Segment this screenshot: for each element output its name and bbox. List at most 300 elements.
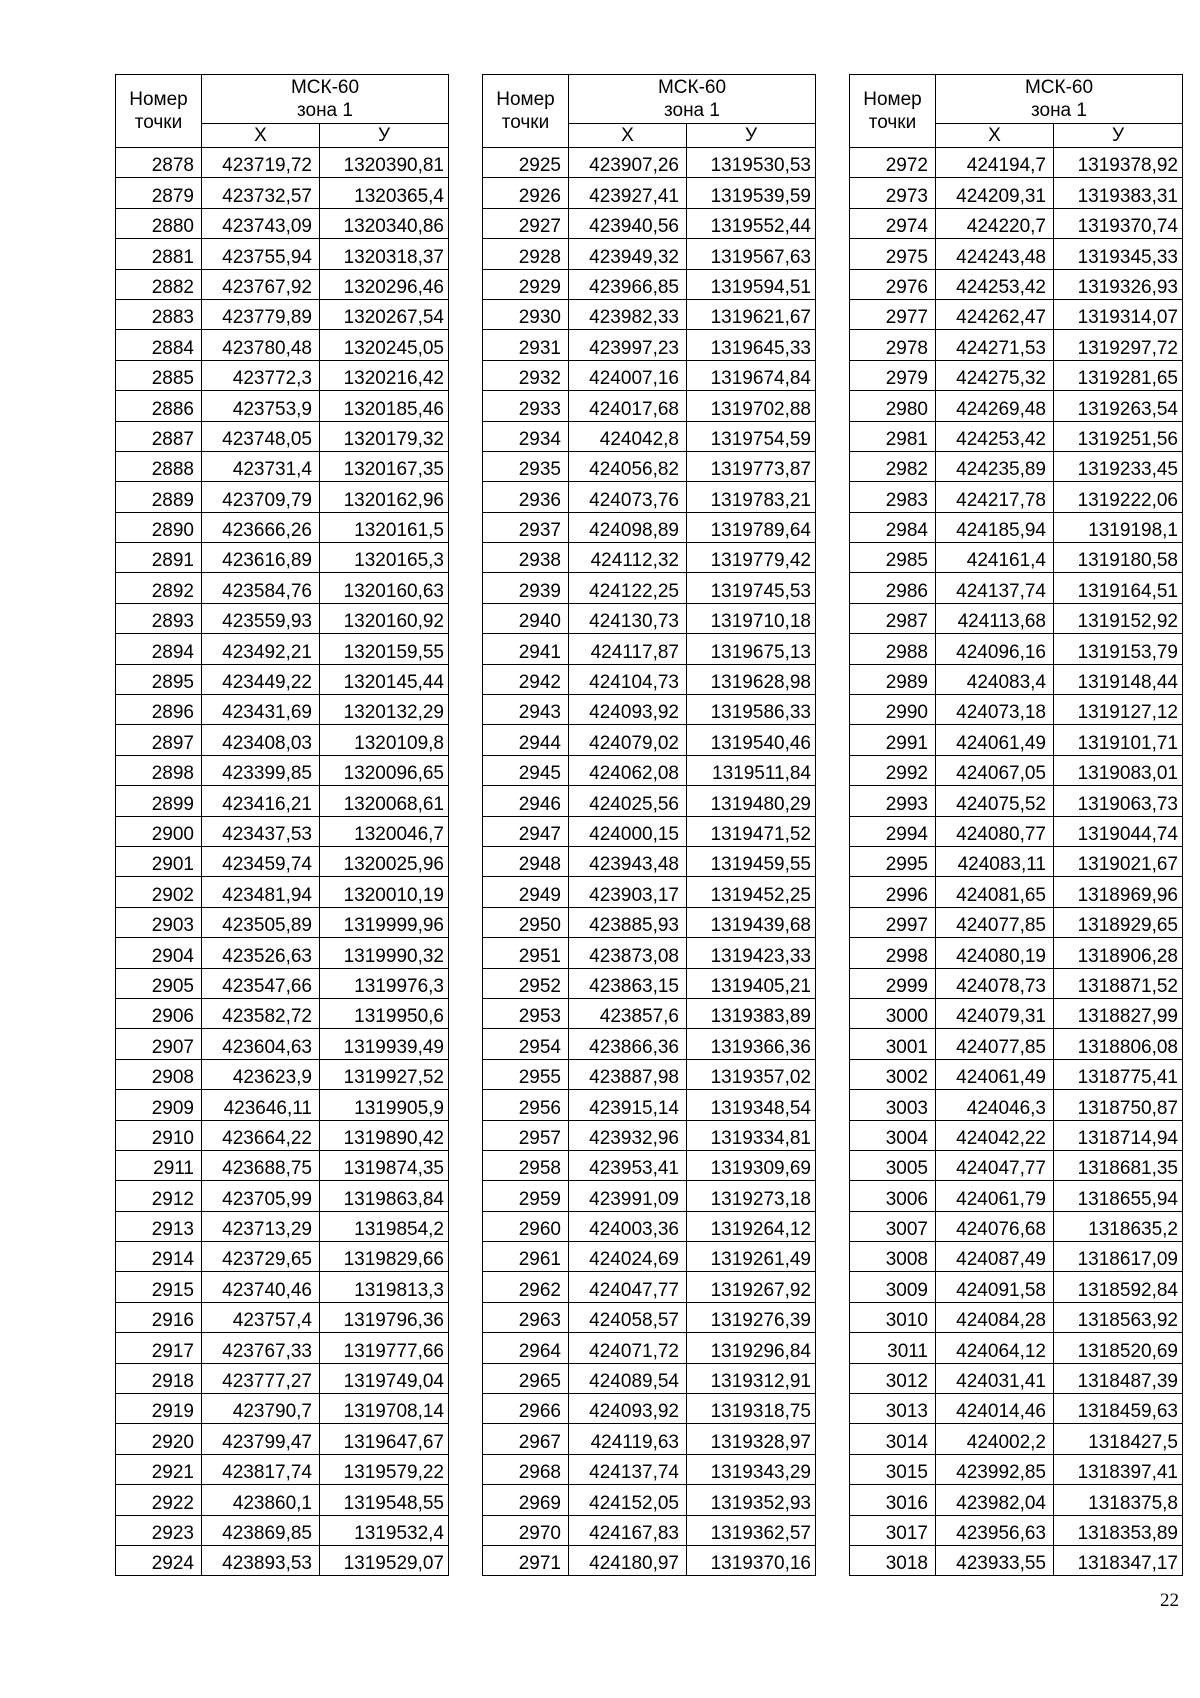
- y-coordinate-cell: 1319276,39: [687, 1302, 816, 1332]
- x-coordinate-cell: 423616,89: [202, 543, 320, 573]
- point-number-cell: 3013: [850, 1394, 936, 1424]
- x-coordinate-cell: 423399,85: [202, 755, 320, 785]
- y-coordinate-cell: 1318714,94: [1054, 1120, 1183, 1150]
- table-row: [850, 1120, 1183, 1150]
- x-coordinate-cell: 424087,49: [936, 1242, 1054, 1272]
- table-row: [483, 1363, 816, 1393]
- y-coordinate-cell: 1319789,64: [687, 512, 816, 542]
- table-row: [850, 846, 1183, 876]
- point-number-cell: 2904: [116, 938, 202, 968]
- x-coordinate-cell: 423799,47: [202, 1424, 320, 1454]
- point-number-cell: 2953: [483, 998, 569, 1028]
- point-number-cell: 2997: [850, 907, 936, 937]
- x-coordinate-cell: 424089,54: [569, 1363, 687, 1393]
- point-number-label-1: Номер: [496, 89, 555, 110]
- y-coordinate-cell: 1319594,51: [687, 269, 816, 299]
- y-coordinate-cell: 1318375,8: [1054, 1485, 1183, 1515]
- coordinate-system-label-1: МСК-60: [657, 77, 727, 98]
- y-coordinate-cell: 1319749,04: [320, 1363, 449, 1393]
- y-coordinate-cell: 1320318,37: [320, 239, 449, 269]
- x-coordinate-cell: 424080,77: [936, 816, 1054, 846]
- table-row: [116, 1059, 449, 1089]
- x-coordinate-cell: 424137,74: [569, 1454, 687, 1484]
- x-coordinate-cell: 423709,79: [202, 482, 320, 512]
- x-coordinate-cell: 423664,22: [202, 1120, 320, 1150]
- point-number-cell: 2911: [116, 1150, 202, 1180]
- point-number-cell: 2979: [850, 360, 936, 390]
- y-coordinate-cell: 1319539,59: [687, 178, 816, 208]
- table-row: [850, 664, 1183, 694]
- x-coordinate-cell: 423688,75: [202, 1150, 320, 1180]
- table-row: [116, 1090, 449, 1120]
- x-coordinate-cell: 423559,93: [202, 603, 320, 633]
- table-row: [850, 816, 1183, 846]
- y-coordinate-cell: 1319647,67: [320, 1424, 449, 1454]
- point-number-cell: 2890: [116, 512, 202, 542]
- table-row: [850, 543, 1183, 573]
- table-row: [483, 816, 816, 846]
- y-coordinate-cell: 1318655,94: [1054, 1181, 1183, 1211]
- y-column-header: У: [687, 124, 816, 148]
- x-coordinate-cell: 424079,31: [936, 998, 1054, 1028]
- x-coordinate-cell: 423492,21: [202, 634, 320, 664]
- table-row: [483, 846, 816, 876]
- point-number-cell: 2937: [483, 512, 569, 542]
- table-row: [850, 148, 1183, 178]
- x-coordinate-cell: 424122,25: [569, 573, 687, 603]
- x-coordinate-cell: 424235,89: [936, 451, 1054, 481]
- x-coordinate-cell: 424075,52: [936, 786, 1054, 816]
- x-coordinate-cell: 423584,76: [202, 573, 320, 603]
- x-coordinate-cell: 423777,27: [202, 1363, 320, 1393]
- x-coordinate-cell: 424080,19: [936, 938, 1054, 968]
- y-coordinate-cell: 1319579,22: [320, 1454, 449, 1484]
- table-row: [116, 1302, 449, 1332]
- point-number-cell: 2958: [483, 1150, 569, 1180]
- y-coordinate-cell: 1319567,63: [687, 239, 816, 269]
- y-coordinate-cell: 1319378,92: [1054, 148, 1183, 178]
- y-coordinate-cell: 1319233,45: [1054, 451, 1183, 481]
- table-row: [483, 299, 816, 329]
- point-number-cell: 2960: [483, 1211, 569, 1241]
- x-coordinate-cell: 423780,48: [202, 330, 320, 360]
- y-coordinate-cell: 1319127,12: [1054, 695, 1183, 725]
- table-row: [116, 482, 449, 512]
- x-column-header: Х: [936, 124, 1054, 148]
- point-number-cell: 2912: [116, 1181, 202, 1211]
- point-number-cell: 2978: [850, 330, 936, 360]
- y-coordinate-cell: 1320025,96: [320, 846, 449, 876]
- table-row: [483, 907, 816, 937]
- point-number-cell: 2905: [116, 968, 202, 998]
- table-row: [116, 1454, 449, 1484]
- x-coordinate-cell: 424084,28: [936, 1302, 1054, 1332]
- point-number-cell: 3012: [850, 1363, 936, 1393]
- point-number-cell: 2895: [116, 664, 202, 694]
- x-coordinate-cell: 424113,68: [936, 603, 1054, 633]
- x-coordinate-cell: 424096,16: [936, 634, 1054, 664]
- x-coordinate-cell: 424007,16: [569, 360, 687, 390]
- table-row: [116, 998, 449, 1028]
- x-coordinate-cell: 424093,92: [569, 695, 687, 725]
- point-number-cell: 2922: [116, 1485, 202, 1515]
- x-coordinate-cell: 424137,74: [936, 573, 1054, 603]
- point-number-cell: 2909: [116, 1090, 202, 1120]
- table-row: [116, 664, 449, 694]
- y-coordinate-cell: 1319383,89: [687, 998, 816, 1028]
- point-number-cell: 2975: [850, 239, 936, 269]
- coordinate-system-label-2: зона 1: [1031, 100, 1087, 121]
- point-number-cell: 2918: [116, 1363, 202, 1393]
- y-coordinate-cell: 1319863,84: [320, 1181, 449, 1211]
- y-coordinate-cell: 1319813,3: [320, 1272, 449, 1302]
- x-coordinate-cell: 423604,63: [202, 1029, 320, 1059]
- table-row: [483, 1211, 816, 1241]
- point-number-cell: 2919: [116, 1394, 202, 1424]
- table-row: [483, 1424, 816, 1454]
- point-number-cell: 2880: [116, 208, 202, 238]
- point-number-cell: 2907: [116, 1029, 202, 1059]
- table-row: [850, 269, 1183, 299]
- point-number-cell: 2889: [116, 482, 202, 512]
- x-coordinate-cell: 423907,26: [569, 148, 687, 178]
- point-number-cell: 2967: [483, 1424, 569, 1454]
- y-coordinate-cell: 1319152,92: [1054, 603, 1183, 633]
- x-coordinate-cell: 423437,53: [202, 816, 320, 846]
- y-coordinate-cell: 1319345,33: [1054, 239, 1183, 269]
- point-number-cell: 2893: [116, 603, 202, 633]
- table-row: [850, 573, 1183, 603]
- point-number-header: [116, 75, 202, 148]
- x-coordinate-cell: 423547,66: [202, 968, 320, 998]
- x-coordinate-cell: 423992,85: [936, 1454, 1054, 1484]
- x-coordinate-cell: 423966,85: [569, 269, 687, 299]
- y-coordinate-cell: 1319905,9: [320, 1090, 449, 1120]
- point-number-cell: 2951: [483, 938, 569, 968]
- point-number-cell: 2981: [850, 421, 936, 451]
- point-number-cell: 3016: [850, 1485, 936, 1515]
- x-coordinate-cell: 423991,09: [569, 1181, 687, 1211]
- table-row: [116, 846, 449, 876]
- table-row: [850, 877, 1183, 907]
- x-coordinate-cell: 423982,33: [569, 299, 687, 329]
- table-row: [483, 360, 816, 390]
- x-coordinate-cell: 424253,42: [936, 421, 1054, 451]
- point-number-cell: 2897: [116, 725, 202, 755]
- table-row: [116, 1120, 449, 1150]
- y-coordinate-cell: 1319383,31: [1054, 178, 1183, 208]
- table-row: [116, 816, 449, 846]
- y-coordinate-cell: 1318592,84: [1054, 1272, 1183, 1302]
- y-coordinate-cell: 1319318,75: [687, 1394, 816, 1424]
- point-number-label-1: Номер: [129, 89, 188, 110]
- y-coordinate-cell: 1319773,87: [687, 451, 816, 481]
- x-coordinate-cell: 424076,68: [936, 1211, 1054, 1241]
- point-number-cell: 2970: [483, 1515, 569, 1545]
- x-coordinate-cell: 424091,58: [936, 1272, 1054, 1302]
- point-number-cell: 2888: [116, 451, 202, 481]
- y-coordinate-cell: 1320161,5: [320, 512, 449, 542]
- table-row: [850, 482, 1183, 512]
- table-row: [116, 269, 449, 299]
- table-row: [116, 1211, 449, 1241]
- point-number-cell: 2902: [116, 877, 202, 907]
- x-coordinate-cell: 424064,12: [936, 1333, 1054, 1363]
- point-number-cell: 2923: [116, 1515, 202, 1545]
- x-coordinate-cell: 423903,17: [569, 877, 687, 907]
- x-coordinate-cell: 424024,69: [569, 1242, 687, 1272]
- table-row: [483, 512, 816, 542]
- y-coordinate-cell: 1319708,14: [320, 1394, 449, 1424]
- point-number-cell: 3007: [850, 1211, 936, 1241]
- x-coordinate-cell: 423953,41: [569, 1150, 687, 1180]
- table-row: [850, 907, 1183, 937]
- x-coordinate-cell: 423869,85: [202, 1515, 320, 1545]
- point-number-cell: 2898: [116, 755, 202, 785]
- y-coordinate-cell: 1319263,54: [1054, 391, 1183, 421]
- x-coordinate-cell: 423915,14: [569, 1090, 687, 1120]
- x-coordinate-cell: 423767,33: [202, 1333, 320, 1363]
- x-coordinate-cell: 424046,3: [936, 1090, 1054, 1120]
- y-coordinate-cell: 1319796,36: [320, 1302, 449, 1332]
- table-row: [850, 755, 1183, 785]
- y-coordinate-cell: 1319702,88: [687, 391, 816, 421]
- y-coordinate-cell: 1319950,6: [320, 998, 449, 1028]
- table-header: [850, 75, 1183, 148]
- y-coordinate-cell: 1319180,58: [1054, 543, 1183, 573]
- table-header: [116, 75, 449, 148]
- point-number-cell: 2955: [483, 1059, 569, 1089]
- point-number-cell: 3002: [850, 1059, 936, 1089]
- point-number-cell: 2901: [116, 846, 202, 876]
- table-row: [116, 451, 449, 481]
- point-number-cell: 2916: [116, 1302, 202, 1332]
- y-coordinate-cell: 1320096,65: [320, 755, 449, 785]
- point-number-cell: 2961: [483, 1242, 569, 1272]
- table-row: [850, 634, 1183, 664]
- x-coordinate-cell: 424220,7: [936, 208, 1054, 238]
- y-coordinate-cell: 1319628,98: [687, 664, 816, 694]
- y-coordinate-cell: 1319101,71: [1054, 725, 1183, 755]
- point-number-cell: 2973: [850, 178, 936, 208]
- y-coordinate-cell: 1319511,84: [687, 755, 816, 785]
- y-coordinate-cell: 1320068,61: [320, 786, 449, 816]
- point-number-cell: 2990: [850, 695, 936, 725]
- point-number-cell: 2950: [483, 907, 569, 937]
- table-row: [850, 1454, 1183, 1484]
- point-number-cell: 3011: [850, 1333, 936, 1363]
- table-row: [116, 603, 449, 633]
- table-row: [850, 208, 1183, 238]
- table-row: [116, 1394, 449, 1424]
- point-number-cell: 2882: [116, 269, 202, 299]
- y-coordinate-cell: 1319312,91: [687, 1363, 816, 1393]
- x-coordinate-cell: 424104,73: [569, 664, 687, 694]
- point-number-cell: 2987: [850, 603, 936, 633]
- point-number-cell: 2959: [483, 1181, 569, 1211]
- y-coordinate-cell: 1318397,41: [1054, 1454, 1183, 1484]
- point-number-cell: 2887: [116, 421, 202, 451]
- y-coordinate-cell: 1319352,93: [687, 1485, 816, 1515]
- x-coordinate-cell: 423956,63: [936, 1515, 1054, 1545]
- table-header: [483, 75, 816, 148]
- y-coordinate-cell: 1319326,93: [1054, 269, 1183, 299]
- x-coordinate-cell: 424275,32: [936, 360, 1054, 390]
- x-coordinate-cell: 424077,85: [936, 1029, 1054, 1059]
- x-coordinate-cell: 424271,53: [936, 330, 1054, 360]
- x-coordinate-cell: 423740,46: [202, 1272, 320, 1302]
- point-number-cell: 2971: [483, 1545, 569, 1575]
- table-row: [116, 968, 449, 998]
- x-coordinate-cell: 423459,74: [202, 846, 320, 876]
- table-row: [116, 421, 449, 451]
- y-coordinate-cell: 1318775,41: [1054, 1059, 1183, 1089]
- y-coordinate-cell: 1318617,09: [1054, 1242, 1183, 1272]
- table-row: [483, 208, 816, 238]
- point-number-cell: 2999: [850, 968, 936, 998]
- x-coordinate-cell: 423646,11: [202, 1090, 320, 1120]
- point-number-cell: 2886: [116, 391, 202, 421]
- table-row: [483, 1029, 816, 1059]
- y-coordinate-cell: 1320245,05: [320, 330, 449, 360]
- point-number-cell: 2977: [850, 299, 936, 329]
- point-number-cell: 2988: [850, 634, 936, 664]
- y-coordinate-cell: 1319452,25: [687, 877, 816, 907]
- y-coordinate-cell: 1319854,2: [320, 1211, 449, 1241]
- y-coordinate-cell: 1320160,92: [320, 603, 449, 633]
- y-coordinate-cell: 1319829,66: [320, 1242, 449, 1272]
- x-coordinate-cell: 424002,2: [936, 1424, 1054, 1454]
- y-coordinate-cell: 1319222,06: [1054, 482, 1183, 512]
- point-number-cell: 2966: [483, 1394, 569, 1424]
- point-number-cell: 2900: [116, 816, 202, 846]
- y-coordinate-cell: 1319348,54: [687, 1090, 816, 1120]
- x-coordinate-cell: 424083,11: [936, 846, 1054, 876]
- x-coordinate-cell: 423893,53: [202, 1545, 320, 1575]
- x-coordinate-cell: 424077,85: [936, 907, 1054, 937]
- point-number-cell: 2932: [483, 360, 569, 390]
- y-coordinate-cell: 1319021,67: [1054, 846, 1183, 876]
- x-coordinate-cell: 423416,21: [202, 786, 320, 816]
- table-row: [850, 360, 1183, 390]
- table-row: [850, 1545, 1183, 1575]
- point-number-cell: 2956: [483, 1090, 569, 1120]
- y-column-header: У: [1054, 124, 1183, 148]
- y-coordinate-cell: 1320167,35: [320, 451, 449, 481]
- table-row: [116, 907, 449, 937]
- y-coordinate-cell: 1319586,33: [687, 695, 816, 725]
- table-row: [850, 1181, 1183, 1211]
- x-coordinate-cell: 424117,87: [569, 634, 687, 664]
- table-row: [116, 1515, 449, 1545]
- y-coordinate-cell: 1319548,55: [320, 1485, 449, 1515]
- y-coordinate-cell: 1319779,42: [687, 543, 816, 573]
- table-row: [483, 451, 816, 481]
- x-coordinate-cell: 423481,94: [202, 877, 320, 907]
- point-number-cell: 2878: [116, 148, 202, 178]
- table-row: [116, 1545, 449, 1575]
- point-number-cell: 2947: [483, 816, 569, 846]
- point-number-cell: 2903: [116, 907, 202, 937]
- point-number-cell: 3010: [850, 1302, 936, 1332]
- point-number-cell: 2915: [116, 1272, 202, 1302]
- table-row: [483, 1120, 816, 1150]
- x-coordinate-cell: 423887,98: [569, 1059, 687, 1089]
- y-coordinate-cell: 1319148,44: [1054, 664, 1183, 694]
- x-coordinate-cell: 424000,15: [569, 816, 687, 846]
- point-number-cell: 2896: [116, 695, 202, 725]
- y-coordinate-cell: 1319532,4: [320, 1515, 449, 1545]
- point-number-cell: 2965: [483, 1363, 569, 1393]
- table-row: [483, 998, 816, 1028]
- point-number-cell: 2917: [116, 1333, 202, 1363]
- table-row: [850, 1394, 1183, 1424]
- point-number-cell: 2996: [850, 877, 936, 907]
- x-coordinate-cell: 423940,56: [569, 208, 687, 238]
- table-row: [116, 178, 449, 208]
- table-row: [850, 603, 1183, 633]
- point-number-cell: 2942: [483, 664, 569, 694]
- table-row: [116, 208, 449, 238]
- x-coordinate-cell: 423933,55: [936, 1545, 1054, 1575]
- x-coordinate-cell: 424083,4: [936, 664, 1054, 694]
- point-number-cell: 2920: [116, 1424, 202, 1454]
- table-row: [116, 360, 449, 390]
- x-coordinate-cell: 423949,32: [569, 239, 687, 269]
- y-column-header: У: [320, 124, 449, 148]
- x-coordinate-cell: 424098,89: [569, 512, 687, 542]
- table-row: [850, 1090, 1183, 1120]
- x-coordinate-cell: 424067,05: [936, 755, 1054, 785]
- x-coordinate-cell: 424073,18: [936, 695, 1054, 725]
- point-number-cell: 3014: [850, 1424, 936, 1454]
- y-coordinate-cell: 1320132,29: [320, 695, 449, 725]
- table-row: [850, 1242, 1183, 1272]
- y-coordinate-cell: 1318353,89: [1054, 1515, 1183, 1545]
- point-number-cell: 2891: [116, 543, 202, 573]
- y-coordinate-cell: 1320179,32: [320, 421, 449, 451]
- x-coordinate-cell: 423408,03: [202, 725, 320, 755]
- point-number-header: [483, 75, 569, 148]
- x-coordinate-cell: 423755,94: [202, 239, 320, 269]
- point-number-cell: 2993: [850, 786, 936, 816]
- x-coordinate-cell: 423772,3: [202, 360, 320, 390]
- y-coordinate-cell: 1318563,92: [1054, 1302, 1183, 1332]
- table-row: [483, 330, 816, 360]
- y-coordinate-cell: 1318681,35: [1054, 1150, 1183, 1180]
- point-number-cell: 2946: [483, 786, 569, 816]
- point-number-cell: 2972: [850, 148, 936, 178]
- table-row: [483, 1545, 816, 1575]
- coordinate-system-label-2: зона 1: [664, 100, 720, 121]
- table-row: [116, 330, 449, 360]
- point-number-cell: 2976: [850, 269, 936, 299]
- point-number-cell: 2968: [483, 1454, 569, 1484]
- y-coordinate-cell: 1319153,79: [1054, 634, 1183, 664]
- point-number-cell: 3006: [850, 1181, 936, 1211]
- point-number-cell: 2963: [483, 1302, 569, 1332]
- table-row: [483, 1302, 816, 1332]
- table-row: [116, 1181, 449, 1211]
- y-coordinate-cell: 1319405,21: [687, 968, 816, 998]
- table-row: [116, 1242, 449, 1272]
- table-row: [483, 938, 816, 968]
- y-coordinate-cell: 1318635,2: [1054, 1211, 1183, 1241]
- x-coordinate-cell: 423997,23: [569, 330, 687, 360]
- x-coordinate-cell: 424062,08: [569, 755, 687, 785]
- table-row: [116, 391, 449, 421]
- x-coordinate-cell: 424194,7: [936, 148, 1054, 178]
